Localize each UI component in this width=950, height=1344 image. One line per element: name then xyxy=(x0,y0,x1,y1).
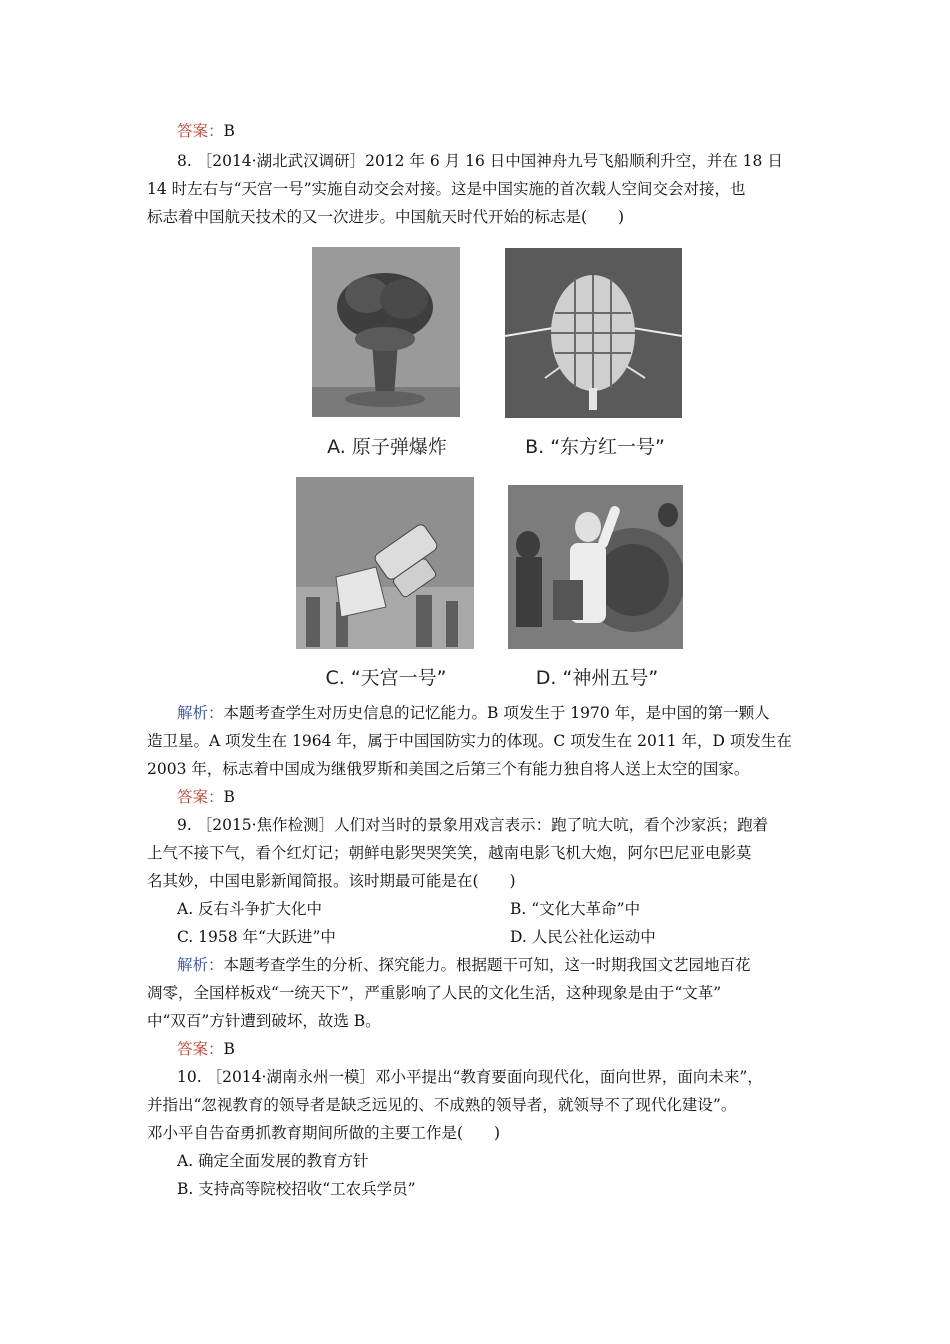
question-8-line-3: 标志着中国航天技术的又一次进步。中国航天时代开始的标志是( ) xyxy=(147,208,625,226)
answer-line xyxy=(177,786,837,808)
q8-analysis-text-1: 本题考查学生对历史信息的记忆能力。B 项发生于 1970 年，是中国的第一颗人 xyxy=(223,704,770,722)
answer-label: 答案： xyxy=(177,122,224,140)
answer-label: 答案： xyxy=(177,1040,224,1058)
answer-label: 答案： xyxy=(177,788,224,806)
question-10-line-2: 并指出“忽视教育的领导者是缺乏远见的、不成熟的领导者，就领导不了现代化建设”。 xyxy=(147,1096,737,1114)
caption-d: D. “神州五号” xyxy=(535,667,659,689)
q9-analysis-line-1 xyxy=(177,954,837,976)
q8-analysis-line-2: 造卫星。A 项发生在 1964 年，属于中国国防实力的体现。C 项发生在 2011 年，D 项发生在 xyxy=(147,732,792,750)
q10-option-a: A. 确定全面发展的教育方针 xyxy=(177,1152,369,1170)
q9-analysis-line-2: 凋零，全国样板戏“一统天下”，严重影响了人民的文化生活，这种现象是由于“文革” xyxy=(147,984,722,1002)
analysis-label: 解析： xyxy=(177,704,224,722)
tiangong-image xyxy=(296,477,474,649)
q9-options-row-1 xyxy=(177,898,837,920)
caption-b: B. “东方红一号” xyxy=(525,436,665,458)
answer-value: B xyxy=(223,788,235,806)
question-9-line-3: 名其妙，中国电影新闻简报。该时期最可能是在( ) xyxy=(147,872,516,890)
satellite-image xyxy=(505,248,682,418)
analysis-label: 解析： xyxy=(177,956,224,974)
question-9-line-1: 9. ［2015·焦作检测］人们对当时的景象用戏言表示：跑了吭大吭，看个沙家浜；跑着 xyxy=(177,816,769,834)
answer-value: B xyxy=(223,1040,235,1058)
caption-c: C. “天宫一号” xyxy=(325,667,447,689)
question-9-line-2: 上气不接下气，看个红灯记；朝鲜电影哭哭笑笑，越南电影飞机大炮，阿尔巴尼亚电影莫 xyxy=(147,844,752,862)
q9-options-row-2 xyxy=(177,926,837,948)
q9-option-a: A. 反右斗争扩大化中 xyxy=(177,900,323,918)
q8-analysis-line-3: 2003 年，标志着中国成为继俄罗斯和美国之后第三个有能力独自将人送上太空的国家。 xyxy=(147,760,750,778)
answer-line xyxy=(177,1038,837,1060)
q9-analysis-text-1: 本题考查学生的分析、探究能力。根据题干可知，这一时期我国文艺园地百花 xyxy=(223,956,751,974)
answer-value: B xyxy=(223,122,235,140)
atomic-bomb-image xyxy=(312,247,460,417)
answer-line xyxy=(177,120,837,142)
caption-a: A. 原子弹爆炸 xyxy=(327,436,447,458)
q9-option-b: B. “文化大革命”中 xyxy=(510,900,641,918)
question-10-line-1: 10. ［2014·湖南永州一模］邓小平提出“教育要面向现代化，面向世界，面向未来”， xyxy=(177,1068,763,1086)
question-8-line-2: 14 时左右与“天宫一号”实施自动交会对接。这是中国实施的首次载人空间交会对接，也 xyxy=(147,180,746,198)
q9-option-c: C. 1958 年“大跃进”中 xyxy=(177,928,336,946)
question-10-line-3: 邓小平自告奋勇抓教育期间所做的主要工作是( ) xyxy=(147,1124,501,1142)
astronaut-image xyxy=(508,485,683,649)
q9-analysis-line-3: 中“双百”方针遭到破坏，故选 B。 xyxy=(147,1012,381,1030)
q9-option-d: D. 人民公社化运动中 xyxy=(510,928,656,946)
q8-analysis-line-1 xyxy=(177,702,837,724)
question-8-line-1: 8. ［2014·湖北武汉调研］2012 年 6 月 16 日中国神舟九号飞船顺利升空，并在 18 日 xyxy=(177,152,783,170)
q10-option-b: B. 支持高等院校招收“工农兵学员” xyxy=(177,1180,416,1198)
